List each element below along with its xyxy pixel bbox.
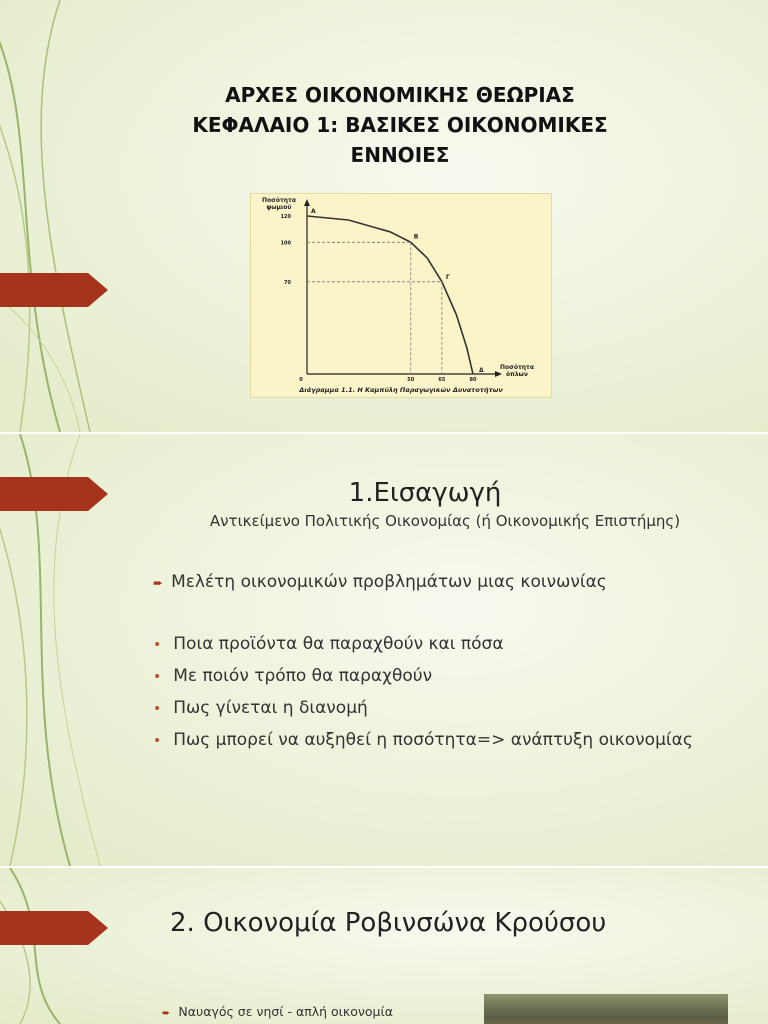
- dot-bullet-icon: •: [153, 733, 162, 749]
- figure-caption: Διάγραμμα 1.1. Η Καμπύλη Παραγωγικών Δυνατοτήτων: [299, 386, 503, 394]
- origin-label: 0: [299, 377, 303, 383]
- arrow-item-text: Ναυαγός σε νησί - απλή οικονομία: [178, 1004, 393, 1019]
- point-label: Β: [413, 233, 419, 241]
- slide-2: [0, 434, 768, 866]
- point-label: Α: [311, 208, 316, 215]
- list-item-text: Με ποιόν τρόπο θα παραχθούν: [173, 666, 433, 686]
- slide-1: [0, 0, 768, 432]
- x-tick-label: 65: [438, 377, 446, 383]
- accent-tab: [0, 273, 108, 307]
- accent-tab: [0, 911, 108, 945]
- section-heading: 1.Εισαγωγή: [348, 478, 502, 508]
- island-photo: [484, 994, 728, 1024]
- frontier-curve: [307, 216, 473, 374]
- list-item: [153, 660, 753, 692]
- accent-tab: [0, 477, 108, 511]
- y-tick-label: 100: [280, 240, 291, 247]
- arrow-list-item: [153, 572, 607, 592]
- arrow-list-item: [162, 1004, 393, 1019]
- title-line-3: ΕΝΝΟΙΕΣ: [350, 143, 450, 167]
- slide-3: [0, 868, 768, 1024]
- arrow-item-text: Μελέτη οικονομικών προβλημάτων μιας κοινωνίας: [171, 572, 607, 592]
- y-tick-label: 120: [280, 214, 291, 220]
- list-item: [153, 692, 753, 724]
- x-tick-label: 50: [407, 377, 415, 383]
- point-label: Γ: [445, 273, 450, 281]
- section-subtitle: Αντικείμενο Πολιτικής Οικονομίας (ή Οικονομικής Επιστήμης): [209, 512, 681, 530]
- ppf-chart: [251, 194, 551, 397]
- list-item-text: Ποια προϊόντα θα παραχθούν και πόσα: [173, 634, 504, 654]
- x-tick-label: 80: [469, 377, 477, 383]
- y-axis-label-line-1: Ποσότητα: [262, 197, 296, 204]
- y-tick-label: 70: [284, 279, 291, 286]
- decorative-swirl: [0, 868, 140, 1024]
- dot-bullet-icon: •: [153, 701, 162, 717]
- slide-1-title: [150, 80, 650, 170]
- bullet-list: [153, 628, 753, 756]
- list-item-text: Πως μπορεί να αυξηθεί η ποσότητα=> ανάπτυξη οικονομίας: [173, 730, 693, 750]
- section-heading: 2. Οικονομία Ροβινσώνα Κρούσου: [170, 908, 607, 938]
- list-item-text: Πως γίνεται η διανομή: [173, 698, 368, 718]
- x-axis-arrow: [495, 371, 502, 377]
- point-label: Δ: [479, 367, 484, 374]
- x-axis-label-line-1: Ποσότητα: [500, 364, 534, 371]
- dot-bullet-icon: •: [153, 637, 162, 653]
- x-axis-label-line-2: όπλων: [506, 371, 528, 378]
- dot-bullet-icon: •: [153, 669, 162, 685]
- list-item: [153, 628, 753, 660]
- list-item: [153, 724, 753, 756]
- y-axis-label-line-2: ψωμιού: [266, 204, 292, 211]
- y-axis-arrow: [304, 199, 310, 206]
- ppf-figure: [250, 193, 552, 398]
- arrow-bullet-icon: ➨: [162, 1008, 171, 1019]
- arrow-bullet-icon: ➨: [153, 576, 164, 590]
- title-line-2: ΚΕΦΑΛΑΙΟ 1: ΒΑΣΙΚΕΣ ΟΙΚΟΝΟΜΙΚΕΣ: [192, 113, 608, 137]
- title-line-1: ΑΡΧΕΣ ΟΙΚΟΝΟΜΙΚΗΣ ΘΕΩΡΙΑΣ: [225, 83, 575, 107]
- decorative-swirl: [0, 0, 140, 432]
